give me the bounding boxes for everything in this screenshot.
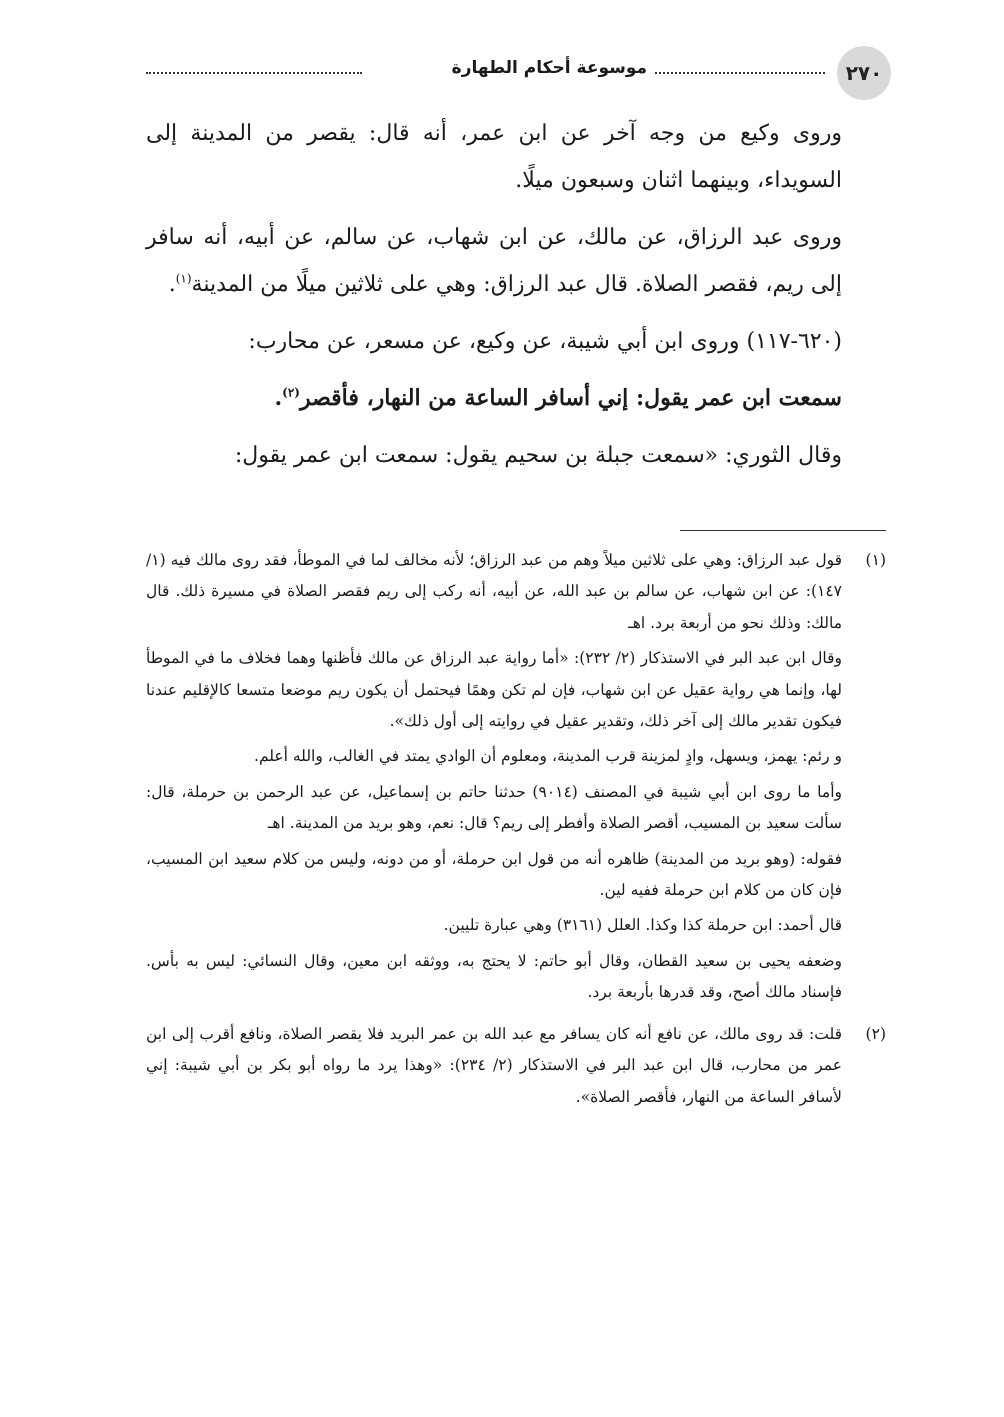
book-title: موسوعة أحكام الطهارة: [451, 58, 647, 78]
footnote-1-para: قول عبد الرزاق: وهي على ثلاثين ميلاً وهم من عبد الرزاق؛ لأنه مخالف لما في الموطأ، فقد روى مالك فيه (١/ ١٤٧): عن ابن شهاب، عن سالم بن عبد الله، عن أبيه، أنه ركب إلى ريم فقصر الصلاة في مسيرة ذلك. قال مالك: وذلك نحو من أربعة برد. اهـ: [146, 551, 842, 632]
header-dotted-rule-right: [655, 72, 825, 74]
footnote-1-label: (١): [865, 551, 886, 569]
footnote-2-label: (٢): [865, 1024, 886, 1043]
paragraph-2-text: وروى عبد الرزاق، عن مالك، عن ابن شهاب، عن سالم، عن أبيه، أنه سافر إلى ريم، فقصر الصلاة. قال عبد الرزاق: وهي على ثلاثين ميلًا من المدينة: [146, 225, 842, 297]
paragraph-5-text: وقال الثوري: «سمعت جبلة بن سحيم يقول: سمعت ابن عمر يقول:: [234, 443, 842, 468]
paragraph-4-end: .: [274, 385, 283, 411]
footnote-1-para: و رئم: يهمز، ويسهل، وادٍ لمزينة قرب المدينة، ومعلوم أن الوادي يمتد في الغالب، والله أعلم.: [254, 747, 842, 766]
footnote-2-para: قلت: قد روى مالك، عن نافع أنه كان يسافر مع عبد الله بن عمر البريد فلا يقصر الصلاة، ونافع أقرب إلى ابن عمر من محارب، قال ابن عبد البر في الاستذكار (٢/ ٢٣٤): «وهذا يرد ما رواه أبو بكر بن أبي شيبة: إني لأسافر الساعة من النهار، فأقصر الصلاة».: [146, 1024, 843, 1106]
paragraph-4-text: سمعت ابن عمر يقول: إني أسافر الساعة من النهار، فأقصر: [299, 385, 842, 411]
footnote-2-body: [146, 1019, 842, 1117]
page-number: ٢٧٠: [837, 46, 891, 100]
footnote-1-para: وضعفه يحيى بن سعيد القطان، وقال أبو حاتم: لا يحتج به، ووثقه ابن معين، وقال النسائي: ليس به بأس. فإسناد مالك أصح، وقد قدرها بأربعة برد.: [146, 951, 842, 1002]
footnote-ref-1[interactable]: (١): [175, 271, 192, 286]
footnote-separator: [680, 530, 886, 531]
footnote-1-para: فقوله: (وهو بريد من المدينة) ظاهره أنه من قول ابن حرملة، أو من دونه، وليس من كلام سعيد ابن المسيب، فإن كان من كلام ابن حرملة ففيه لين.: [146, 849, 842, 900]
footnote-1-para: قال أحمد: ابن حرملة كذا وكذا. العلل (٣١٦١) وهي عبارة تليين.: [443, 916, 842, 935]
paragraph-5: [146, 432, 842, 479]
footnote-ref-2[interactable]: (٢): [282, 385, 300, 400]
footnote-1-para: وقال ابن عبد البر في الاستذكار (٢/ ٢٣٢): «أما رواية عبد الرزاق عن مالك فأظنها وهما فخلاف ما في الموطأ لها، وإنما هي رواية عقيل عن ابن شهاب، فإن لم تكن وهمًا فيحتمل أن يكون ريم موضعا متسعا كالإقليم عندنا فيكون تقدير مالك إلى آخر ذلك، وتقدير عقيل في روايته إلى أول ذلك».: [146, 649, 842, 731]
footnote-1: [146, 545, 886, 1013]
paragraph-3-text: (٦٢٠-١١٧) وروى ابن أبي شيبة، عن وكيع، عن مسعر، عن محارب:: [248, 329, 842, 354]
footnote-2: [146, 1019, 886, 1117]
paragraph-1: [146, 110, 842, 204]
paragraph-1-text: وروى وكيع من وجه آخر عن ابن عمر، أنه قال: يقصر من المدينة إلى السويداء، وبينهما اثنان وسبعون ميلًا.: [146, 121, 842, 193]
paragraph-4: [146, 375, 842, 422]
footnotes: [146, 545, 886, 1123]
main-text: [146, 110, 842, 489]
page-header: [146, 46, 891, 100]
header-dotted-rule-left: [146, 72, 362, 74]
footnote-1-body: [146, 545, 842, 1013]
paragraph-2-end: .: [168, 272, 176, 297]
paragraph-2: [146, 214, 842, 308]
footnote-1-para: وأما ما روى ابن أبي شيبة في المصنف (٩٠١٤) حدثنا حاتم بن إسماعيل، عن عبد الرحمن بن حرملة، قال: سألت سعيد بن المسيب، أقصر الصلاة وأفطر إلى ريم؟ قال: نعم، وهو بريد من المدينة. اهـ: [146, 782, 842, 833]
paragraph-3: [146, 318, 842, 365]
